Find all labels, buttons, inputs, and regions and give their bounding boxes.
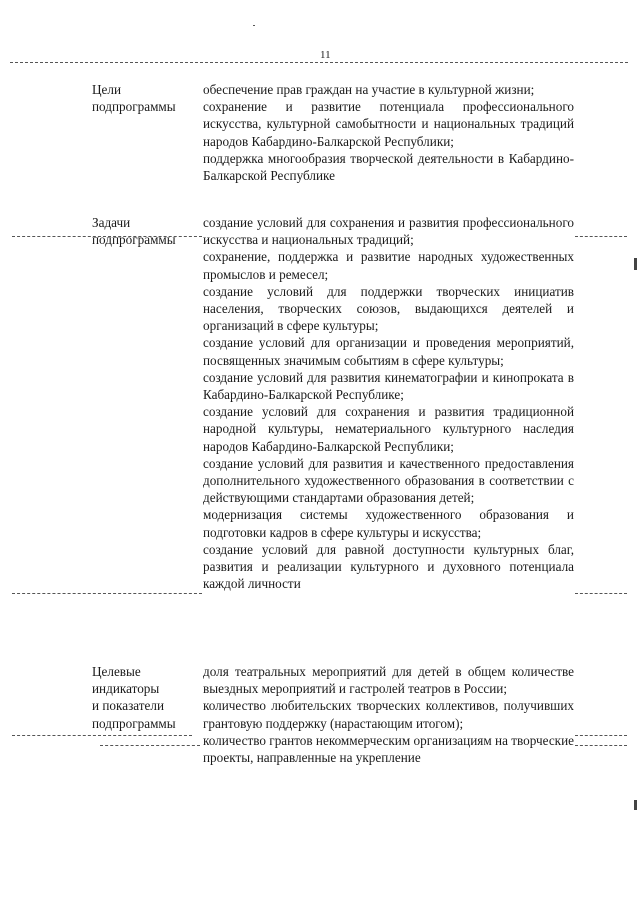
- scan-mark: [634, 800, 637, 810]
- tasks-content: [203, 214, 574, 592]
- label-line: Задачи: [92, 215, 131, 230]
- indicators-content: [203, 663, 574, 766]
- scan-rule: [575, 593, 627, 594]
- label-line: Целевые: [92, 664, 141, 679]
- scan-rule: [575, 735, 627, 736]
- scan-mark: [253, 25, 255, 26]
- task-item: создание условий для поддержки творческих инициатив населения, творческих союзов, выдающихся деятелей и организаций в сфере культуры;: [203, 283, 574, 334]
- task-item: создание условий для развития и качественного предоставления дополнительного художественного образования в соответствии с действующими стандартами образования детей;: [203, 455, 574, 506]
- top-rule: [10, 62, 628, 63]
- task-item: создание условий для организации и проведения мероприятий, посвященных значимым событиям в сфере культуры;: [203, 335, 574, 368]
- label-line: и показатели: [92, 698, 165, 714]
- tasks-label: [92, 214, 196, 248]
- page-number: 11: [320, 49, 331, 61]
- indicators-label: [92, 663, 196, 732]
- scan-rule: [100, 745, 200, 746]
- task-item: создание условий для сохранения и развития профессионального искусства и национальных традиций;: [203, 215, 574, 248]
- task-item: создание условий для равной доступности культурных благ, развития и реализации культурного и духовного потенциала каждой личности: [203, 541, 574, 592]
- goals-label: [92, 81, 196, 115]
- label-line: индикаторы: [92, 681, 160, 697]
- label-line: подпрограммы: [92, 232, 176, 248]
- task-item: создание условий для развития кинематографии и кинопроката в Кабардино-Балкарской Республике;: [203, 369, 574, 403]
- task-item: модернизация системы художественного образования и подготовки кадров в сфере культуры и искусства;: [203, 507, 574, 540]
- scan-rule: [575, 745, 627, 746]
- goal-item: поддержка многообразия творческой деятельности в Кабардино-Балкарской Республике: [203, 150, 574, 184]
- label-line: подпрограммы: [92, 715, 176, 731]
- label-line: подпрограммы: [92, 99, 176, 115]
- scan-rule: [12, 735, 192, 736]
- indicator-item: доля театральных мероприятий для детей в общем количестве выездных мероприятий и гастролей театров в России;: [203, 664, 574, 697]
- task-item: сохранение, поддержка и развитие народных художественных промыслов и ремесел;: [203, 249, 574, 282]
- scan-rule: [12, 593, 202, 594]
- indicator-item: количество грантов некоммерческим организациям на творческие проекты, направленные на укрепление: [203, 732, 574, 766]
- scan-mark: [634, 258, 637, 270]
- indicator-item: количество любительских творческих коллективов, получивших грантовую поддержку (нарастающим итогом);: [203, 698, 574, 731]
- scan-rule: [575, 236, 627, 237]
- goal-item: сохранение и развитие потенциала профессионального искусства, культурной самобытности и национальных традиций народов Кабардино-Балкарской Республики;: [203, 99, 574, 149]
- goal-item: обеспечение прав граждан на участие в культурной жизни;: [203, 82, 535, 97]
- goals-content: [203, 81, 574, 184]
- task-item: создание условий для сохранения и развития традиционной народной культуры, нематериального культурного наследия народов Кабардино-Балкарской Республики;: [203, 404, 574, 454]
- label-line: Цели: [92, 82, 122, 97]
